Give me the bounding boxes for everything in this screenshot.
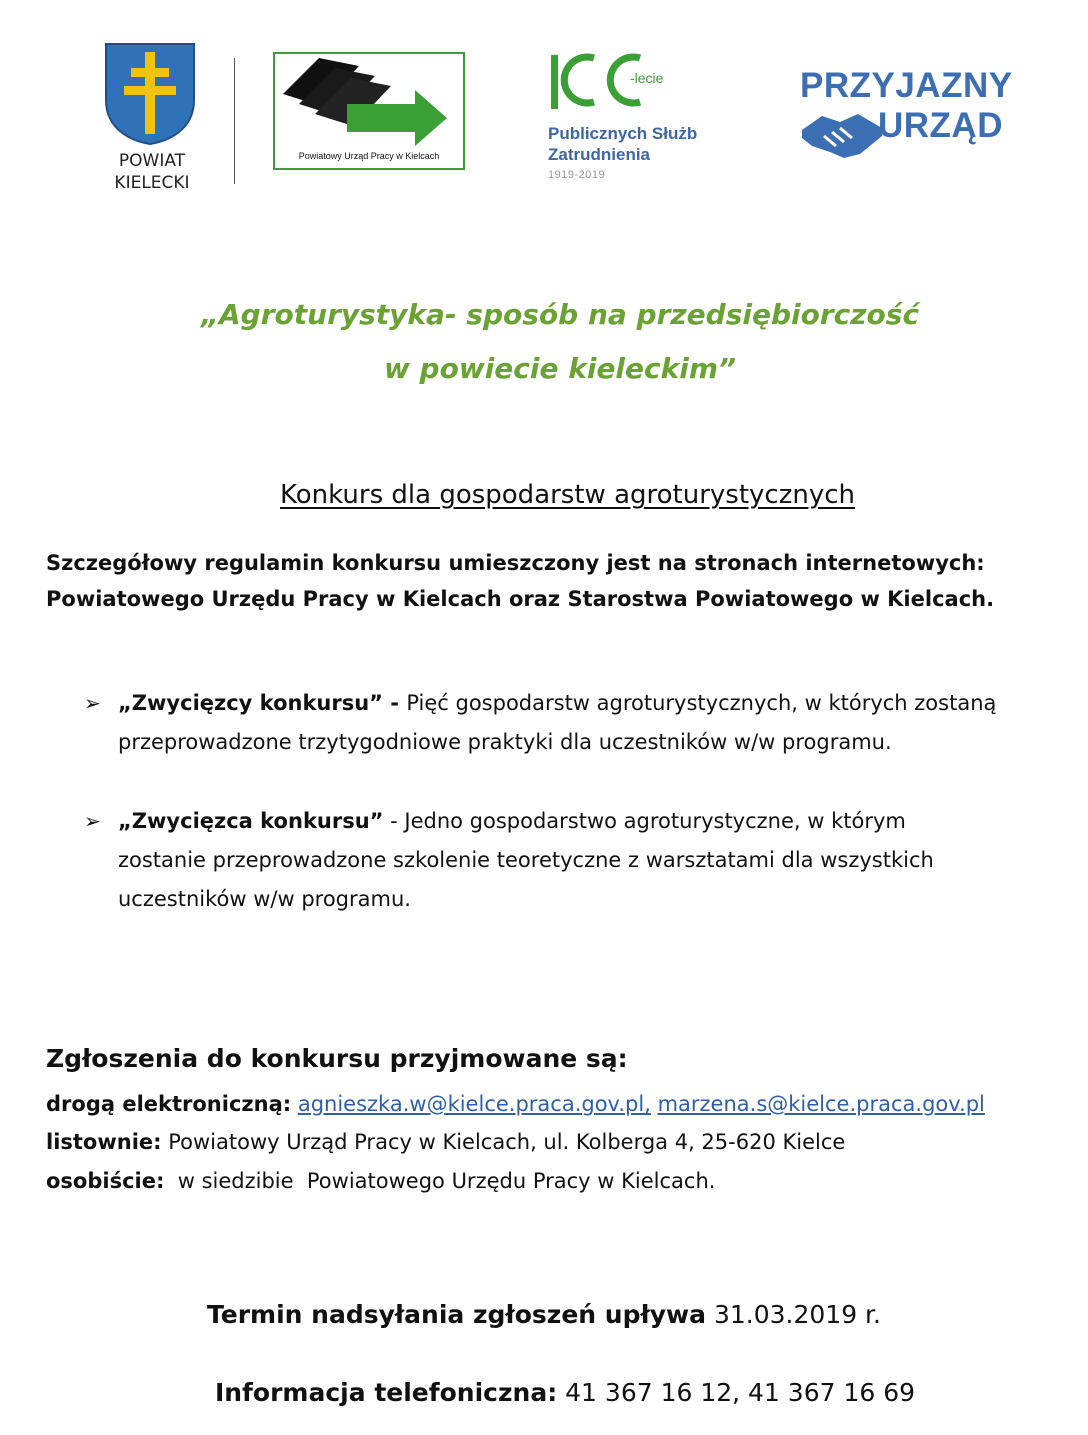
applications-heading: Zgłoszenia do konkursu przyjmowane są: bbox=[46, 1044, 628, 1073]
powiat-kielecki-logo bbox=[104, 42, 200, 198]
rules-line1: Szczegółowy regulamin konkursu umieszczony jest na stronach internetowych: bbox=[46, 551, 985, 575]
bullet-text: - Jedno gospodarstwo agroturystyczne, w którym bbox=[383, 809, 906, 833]
electronic-row bbox=[46, 1092, 1086, 1116]
pup-logo bbox=[273, 52, 465, 170]
przyjazny-urzad-logo bbox=[798, 66, 1024, 166]
phone-numbers: 41 367 16 12, 41 367 16 69 bbox=[557, 1378, 916, 1407]
rules-paragraph bbox=[46, 545, 1046, 617]
anniversary-logo bbox=[546, 50, 756, 186]
rules-line2: Powiatowego Urzędu Pracy w Kielcach oraz Starostwa Powiatowego w Kielcach. bbox=[46, 587, 995, 611]
lecie-label: -lecie bbox=[630, 70, 664, 86]
anniversary-years: 1919-2019 bbox=[548, 169, 606, 181]
personal-text: w siedzibie Powiatowego Urzędu Pracy w Kielcach. bbox=[164, 1169, 716, 1193]
bullet-text: zostanie przeprowadzone szkolenie teoretyczne z warsztatami dla wszystkich bbox=[118, 848, 934, 872]
page-subtitle: Konkurs dla gospodarstw agroturystycznych bbox=[280, 480, 855, 510]
arrow-bullet-icon: ➢ bbox=[84, 691, 101, 715]
arrow-bullet-icon: ➢ bbox=[84, 809, 101, 833]
bullet-label: „Zwycięzcy konkursu” - bbox=[118, 691, 407, 715]
bullet-text: Pięć gospodarstw agroturystycznych, w których zostaną bbox=[406, 691, 997, 715]
bullet-text: uczestników w/w programu. bbox=[118, 887, 411, 911]
electronic-label: drogą elektroniczną: bbox=[46, 1092, 292, 1116]
handshake-icon bbox=[800, 106, 884, 162]
logo-divider bbox=[234, 58, 235, 184]
mail-address: Powiatowy Urząd Pracy w Kielcach, ul. Kolberga 4, 25-620 Kielce bbox=[161, 1130, 846, 1154]
anniversary-line2: Zatrudnienia bbox=[548, 145, 651, 164]
deadline-line bbox=[0, 1300, 1088, 1329]
pup-caption: Powiatowy Urząd Pracy w Kielcach bbox=[298, 151, 440, 161]
personal-row bbox=[46, 1169, 1086, 1193]
email-link-agnieszka[interactable]: agnieszka.w@kielce.praca.gov.pl, bbox=[297, 1092, 651, 1116]
page-title-line2: w powiecie kieleckim” bbox=[383, 352, 737, 385]
powiat-line: POWIAT bbox=[118, 151, 186, 171]
email-link-marzena[interactable]: marzena.s@kielce.praca.gov.pl bbox=[657, 1092, 985, 1116]
deadline-date: 31.03.2019 r. bbox=[706, 1300, 881, 1329]
personal-label: osobiście: bbox=[46, 1169, 165, 1193]
deadline-label: Termin nadsyłania zgłoszeń upływa bbox=[207, 1300, 707, 1329]
phone-line bbox=[0, 1378, 1088, 1407]
bullet-text: przeprowadzone trzytygodniowe praktyki dla uczestników w/w programu. bbox=[118, 730, 892, 754]
page-title-line1: „Agroturystyka- sposób na przedsiębiorczość bbox=[200, 298, 920, 331]
phone-label: Informacja telefoniczna: bbox=[214, 1378, 558, 1407]
przyjazny-word: PRZYJAZNY bbox=[800, 66, 1013, 105]
kielecki-line: KIELECKI bbox=[114, 173, 190, 193]
mail-label: listownie: bbox=[46, 1130, 162, 1154]
urzad-word: URZĄD bbox=[878, 106, 1003, 145]
mail-row bbox=[46, 1130, 1086, 1154]
green-arrow-icon bbox=[275, 54, 463, 150]
bullet-label: „Zwycięzca konkursu” bbox=[118, 809, 384, 833]
coat-of-arms-icon bbox=[104, 42, 200, 146]
anniversary-line1: Publicznych Służb bbox=[548, 124, 698, 143]
